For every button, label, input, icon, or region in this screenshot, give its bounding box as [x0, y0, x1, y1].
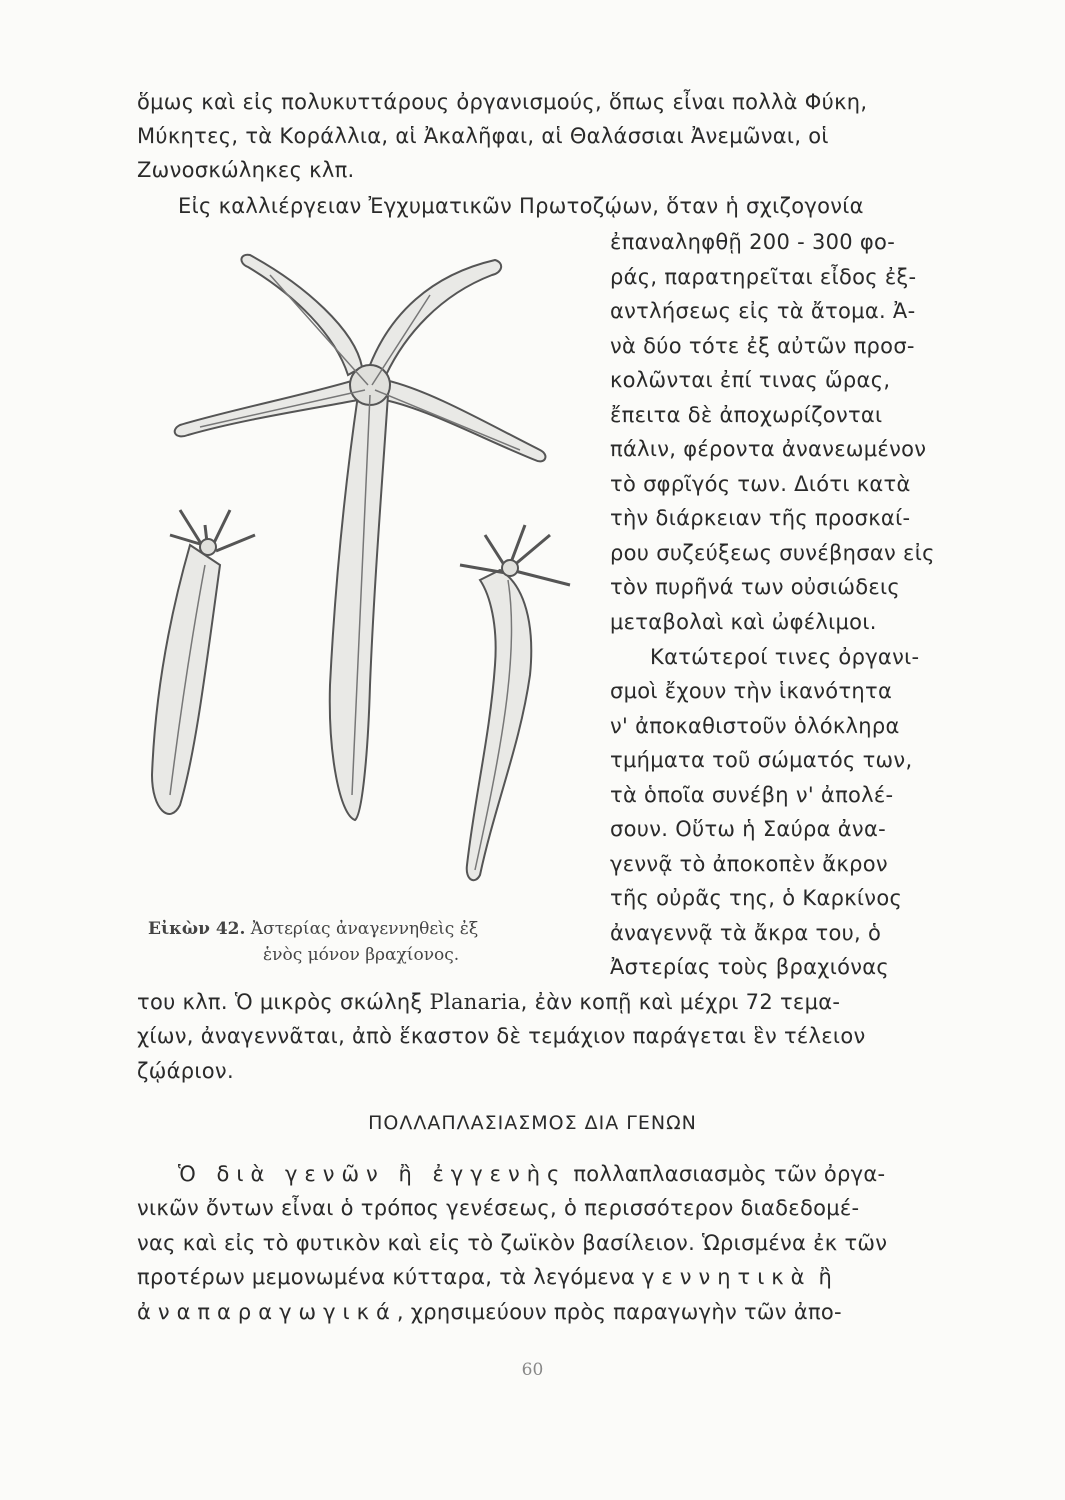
text-line: ἀναγεννᾷ τὰ ἄκρα του, ὁ [610, 921, 882, 945]
left-regenerating-starfish [152, 510, 255, 814]
text-line: Ἀστερίας τοὺς βραχιόνας [610, 955, 890, 979]
text-line: αντλήσεως εἰς τὰ ἄτομα. Ἀ- [610, 299, 916, 323]
text-line: χίων, ἀναγεννᾶται, ἀπὸ ἕκαστον δὲ τεμάχιον παράγεται ἓν τέλειον [137, 1024, 866, 1048]
text-line: μεταβολαὶ καὶ ὠφέλιμοι. [610, 610, 877, 634]
text-line: τὸ σφρῖγός των. Διότι κατὰ [610, 472, 911, 496]
text-line: νικῶν ὄντων εἶναι ὁ τρόπος γενέσεως, ὁ περισσότερον διαδεδομέ- [137, 1196, 860, 1220]
text-line: τὴν διάρκειαν τῆς προσκαί- [610, 506, 911, 530]
text-line: Κατώτεροί τινες ὀργανι- [650, 645, 920, 669]
text-line: πάλιν, φέροντα ἀνανεωμένον [610, 437, 927, 461]
text-line: προτέρων μεμονωμένα κύτταρα, τὰ λεγόμενα γεννητικὰ ἢ [137, 1265, 833, 1289]
text-line: τῆς οὐρᾶς της, ὁ Καρκίνος [610, 886, 903, 910]
caption-label: Εἰκὼν 42. [148, 919, 246, 939]
text-line: Ζωνοσκώληκες κλπ. [137, 158, 355, 182]
text-line: σουν. Οὕτω ἡ Σαύρα ἀνα- [610, 817, 886, 841]
text-line: ν' ἀποκαθιστοῦν ὁλόκληρα [610, 714, 900, 738]
text-line: ζῴάριον. [137, 1059, 234, 1083]
text-line: γεννᾷ τὸ ἀποκοπὲν ἄκρον [610, 852, 888, 876]
section-heading: ΠΟΛΛΑΠΛΑΣΙΑΣΜΟΣ ΔΙΑ ΓΕΝΩΝ [368, 1112, 697, 1134]
text-line: τὸν πυρῆνά των οὐσιώδεις [610, 575, 901, 599]
text-line: σμοὶ ἔχουν τὴν ἱκανότητα [610, 679, 893, 703]
text-line: ἐπαναληφθῇ 200 - 300 φο- [610, 230, 896, 254]
text-line: ρου συζεύξεως συνέβησαν εἰς [610, 541, 935, 565]
right-regenerating-starfish [460, 525, 570, 880]
starfish-drawing [130, 235, 600, 895]
text-line: του κλπ. Ὁ μικρὸς σκώληξ Planaria, ἐὰν κοπῇ καὶ μέχρι 72 τεμα- [137, 990, 841, 1014]
text-line: ἀναπαραγωγικά, χρησιμεύουν πρὸς παραγωγὴν τῶν ἀπο- [137, 1300, 842, 1324]
text-line: Ὁ διὰ γενῶν ἢ ἐγγενὴς πολλαπλασιασμὸς τῶν ὀργα- [178, 1162, 886, 1186]
starfish-illustration [130, 235, 600, 895]
text-line: Μύκητες, τὰ Κοράλλια, αἱ Ἀκαλῆφαι, αἱ Θαλάσσιαι Ἀνεμῶναι, οἱ [137, 124, 829, 148]
page-number: 60 [521, 1360, 544, 1380]
caption-text: Ἀστερίας ἀναγεννηθεὶς ἐξ [245, 919, 479, 939]
text-line: τὰ ὁποῖα συνέβη ν' ἀπολέ- [610, 783, 894, 807]
text-line: ὅμως καὶ εἰς πολυκυττάρους ὀργανισμούς, ὅπως εἶναι πολλὰ Φύκη, [137, 90, 868, 114]
text-line: ἔπειτα δὲ ἀποχωρίζονται [610, 403, 883, 427]
text-line: νας καὶ εἰς τὸ φυτικὸν καὶ εἰς τὸ ζωϊκὸν βασίλειον. Ὡρισμένα ἐκ τῶν [137, 1231, 888, 1255]
text-line: Εἰς καλλιέργειαν Ἐγχυματικῶν Πρωτοζῴων, ὅταν ἡ σχιζογονία [178, 194, 864, 218]
caption-text-line2: ἑνὸς μόνον βραχίονος. [263, 945, 460, 965]
figure-caption [148, 916, 578, 968]
text-line: νὰ δύο τότε ἐξ αὐτῶν προσ- [610, 334, 915, 358]
text-line: τμήματα τοῦ σώματός των, [610, 748, 913, 772]
text-line: ράς, παρατηρεῖται εἶδος ἐξ- [610, 265, 917, 289]
text-line: κολῶνται ἐπί τινας ὥρας, [610, 368, 891, 392]
